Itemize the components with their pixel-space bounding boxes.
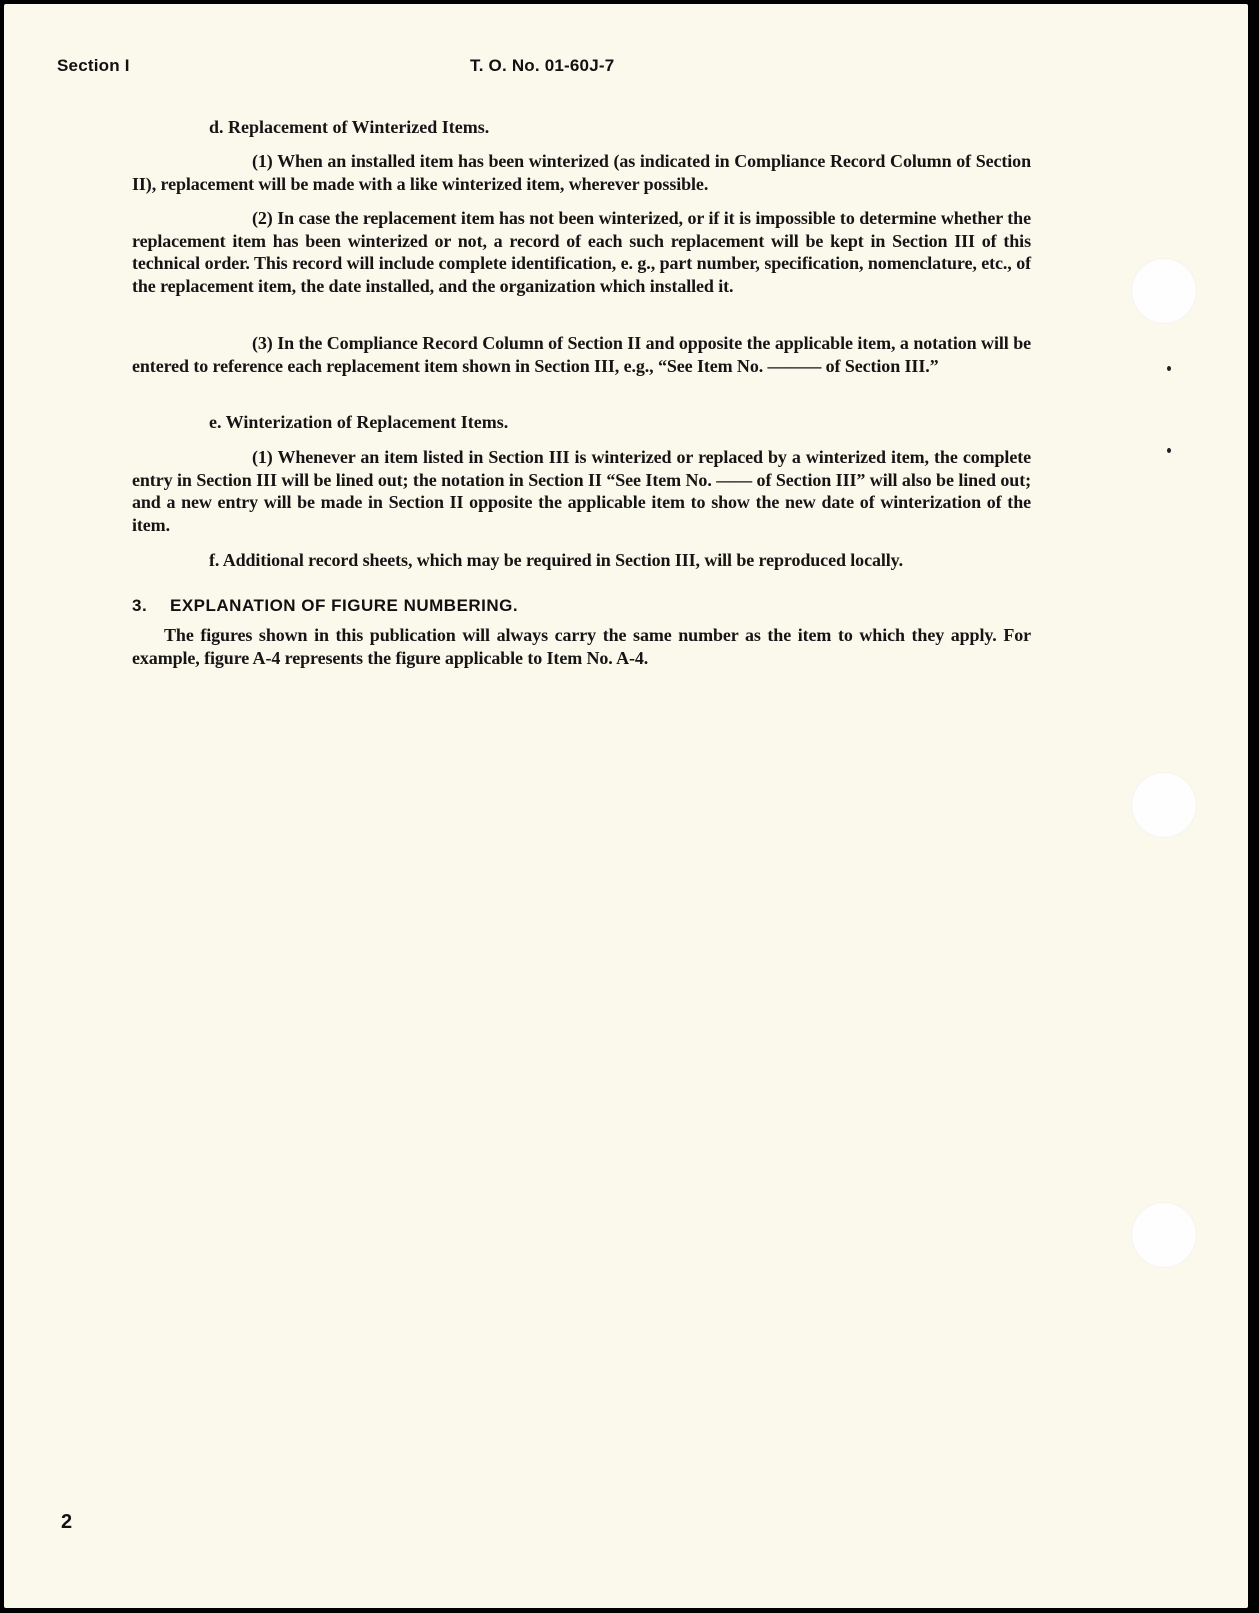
binder-hole bbox=[1131, 258, 1197, 324]
page-number: 2 bbox=[61, 1511, 73, 1533]
section-3-number: 3. bbox=[132, 596, 148, 615]
para-d-heading: d. Replacement of Winterized Items. bbox=[209, 117, 490, 137]
section-3-heading bbox=[132, 596, 518, 616]
binder-hole bbox=[1131, 1202, 1197, 1268]
document-page bbox=[4, 4, 1248, 1608]
para-d2: (2) In case the replacement item has not been winterized, or if it is impossible to determine whether the replacement item has been winterized or not, a record of each such replacement will be kept in Section III of this technical order. This record will include complete identification, e. g., part number, specification, nomenclature, etc., of the replacement item, the date installed, and the organization which installed it. bbox=[132, 208, 1031, 296]
scan-speck bbox=[1167, 448, 1171, 453]
para-f: f. Additional record sheets, which may be required in Section III, will be reproduced locally. bbox=[209, 550, 903, 570]
para-e1: (1) Whenever an item listed in Section III is winterized or replaced by a winterized item, the complete entry in Section III will be lined out; the notation in Section II “See Item No. —— of Section III” will also be lined out; and a new entry will be made in Section II opposite the applicable item to show the new date of winterization of the item. bbox=[132, 447, 1031, 535]
para-d1: (1) When an installed item has been winterized (as indicated in Compliance Record Column of Section II), replacement will be made with a like winterized item, wherever possible. bbox=[132, 151, 1031, 194]
to-number: T. O. No. 01-60J-7 bbox=[470, 56, 615, 75]
para-e-heading: e. Winterization of Replacement Items. bbox=[209, 412, 509, 432]
scan-speck bbox=[1167, 366, 1171, 371]
section-label: Section I bbox=[57, 56, 130, 75]
para-d3: (3) In the Compliance Record Column of Section II and opposite the applicable item, a notation will be entered to reference each replacement item shown in Section III, e.g., “See Item No. ——— of Section III.” bbox=[132, 333, 1031, 376]
section-3-title: EXPLANATION OF FIGURE NUMBERING. bbox=[170, 596, 519, 615]
binder-hole bbox=[1131, 772, 1197, 838]
section-3-body: The figures shown in this publication will always carry the same number as the item to which they apply. For example, figure A-4 represents the figure applicable to Item No. A-4. bbox=[132, 625, 1031, 668]
